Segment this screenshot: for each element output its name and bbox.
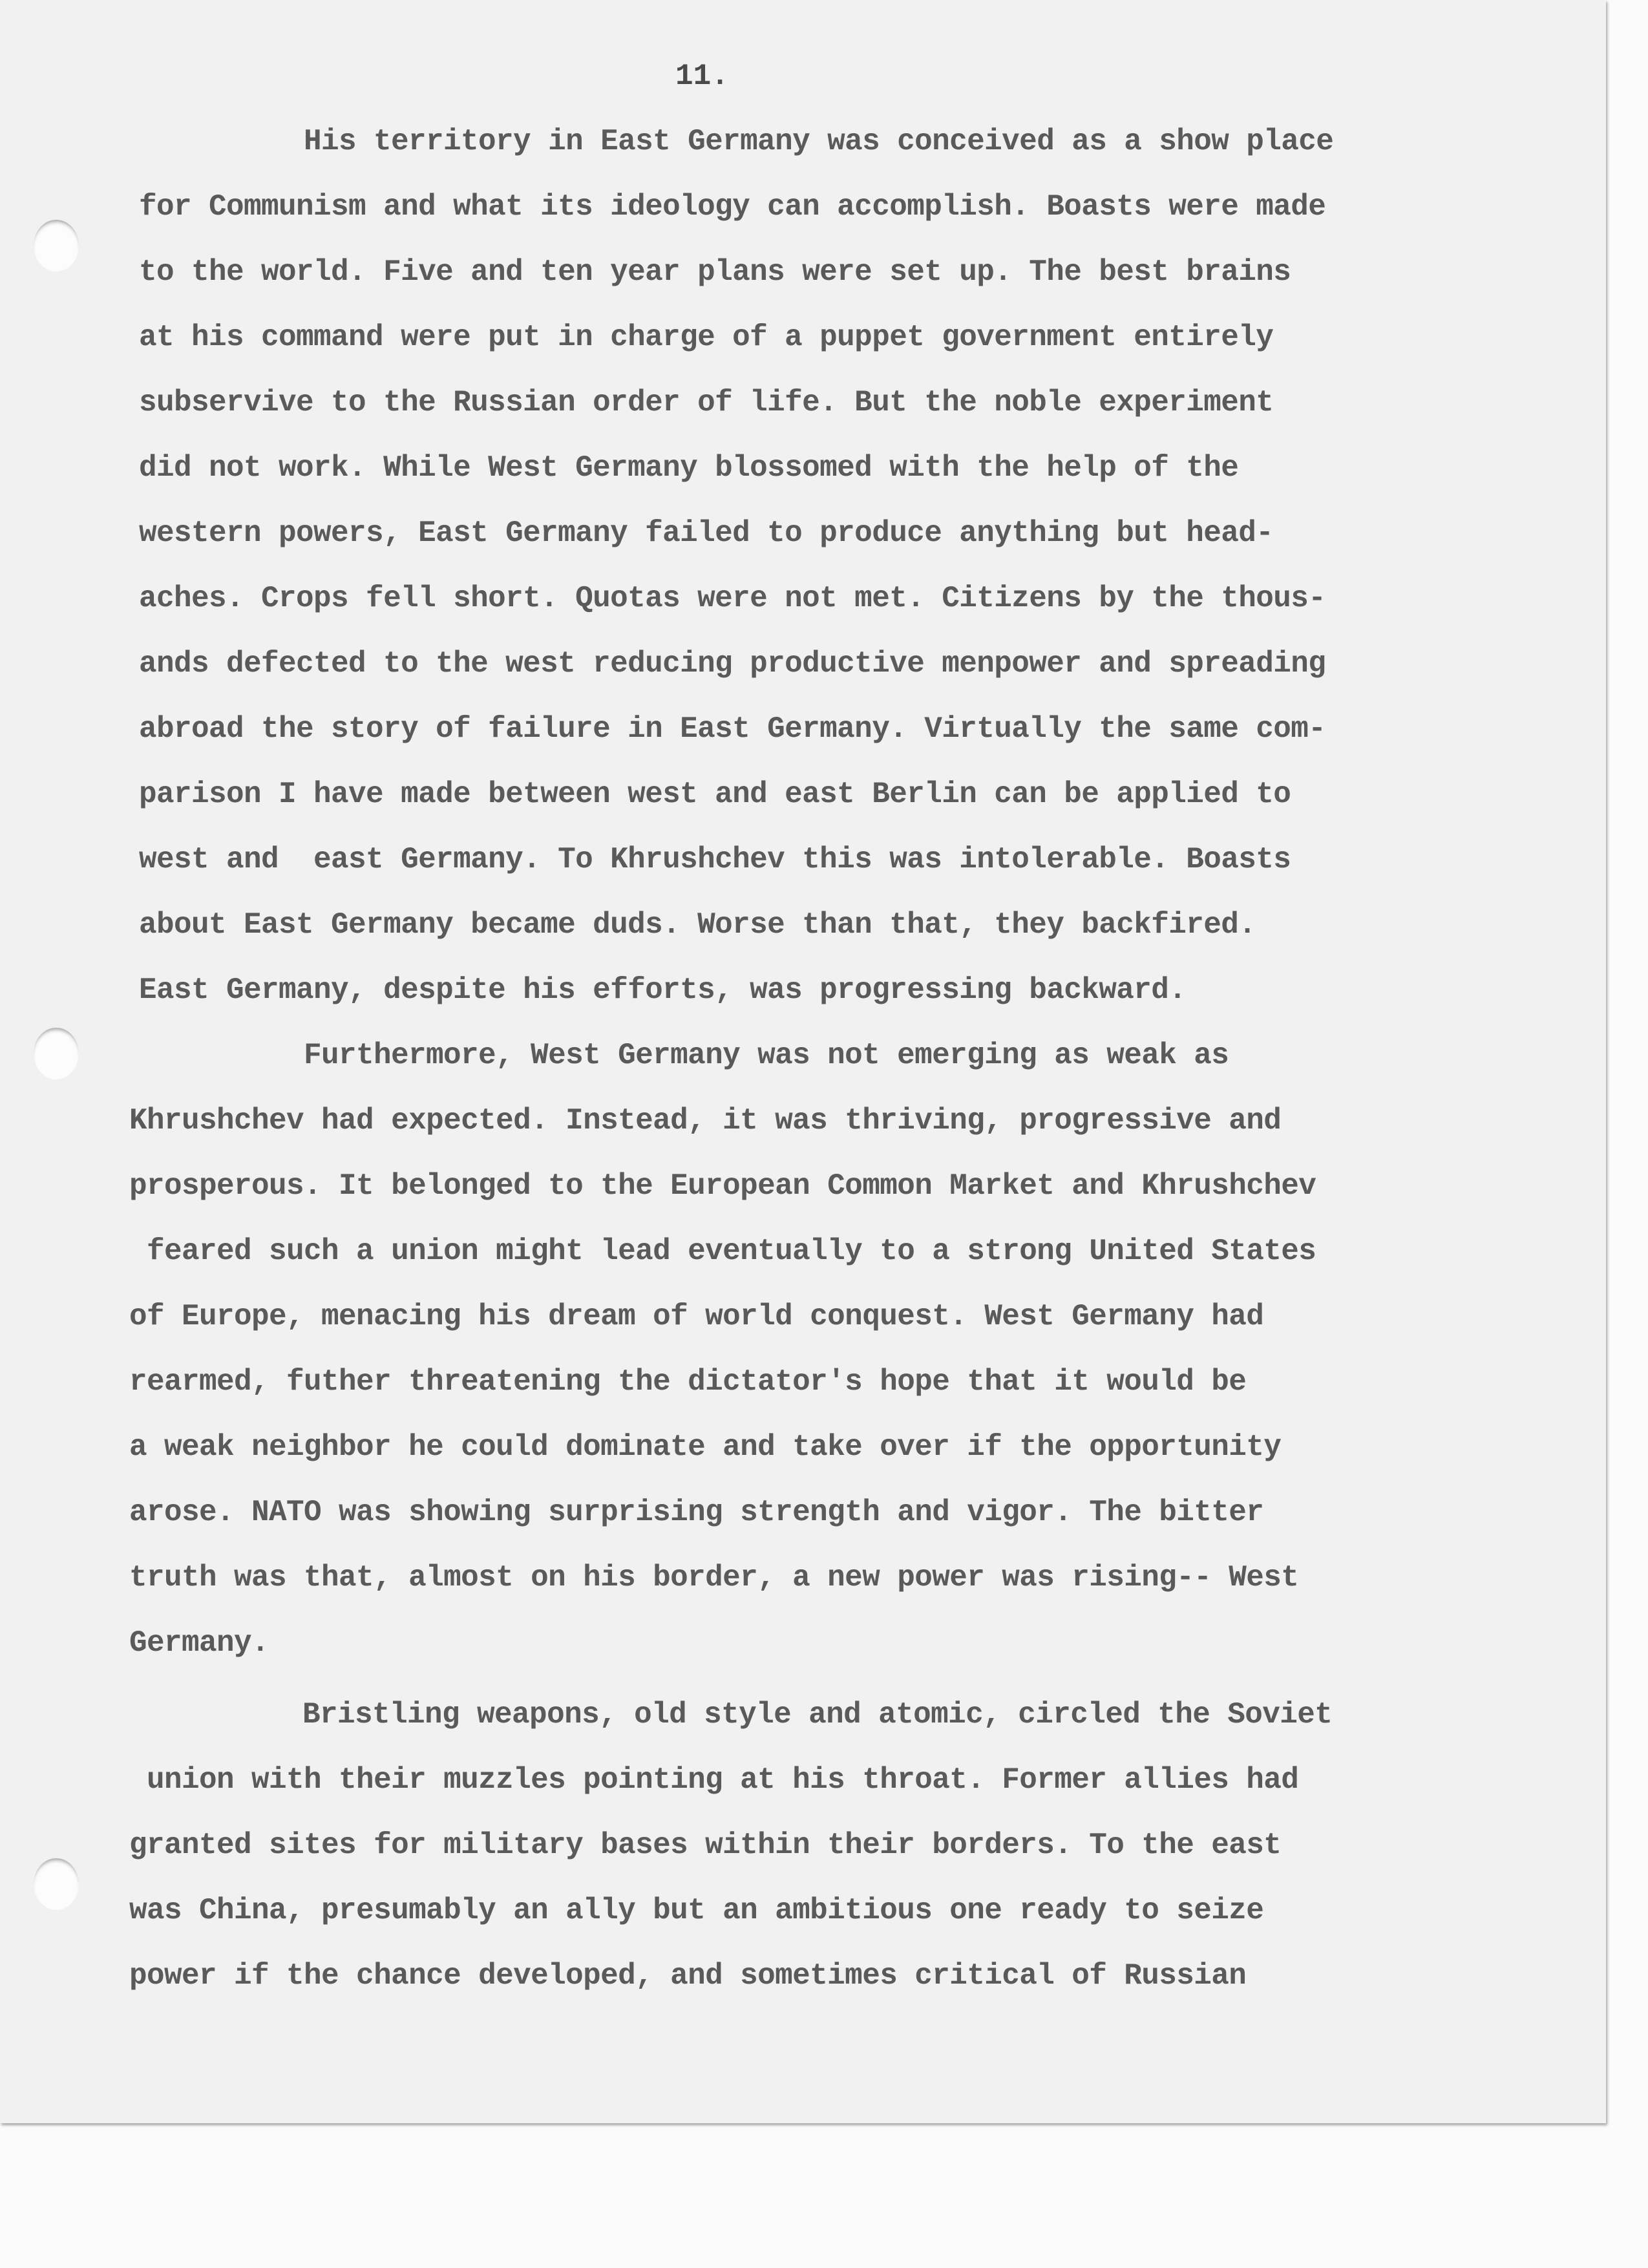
- text-line: rearmed, futher threatening the dictator's hope that it would be: [129, 1365, 1247, 1399]
- text-line: Furthermore, West Germany was not emerging as weak as: [304, 1039, 1229, 1072]
- text-line: East Germany, despite his efforts, was progressing backward.: [139, 973, 1187, 1007]
- text-line: granted sites for military bases within their borders. To the east: [129, 1828, 1282, 1862]
- text-line: abroad the story of failure in East Germany. Virtually the same com-: [139, 712, 1326, 746]
- text-line: about East Germany became duds. Worse than that, they backfired.: [139, 908, 1256, 942]
- text-line: prosperous. It belonged to the European Common Market and Khrushchev: [129, 1169, 1316, 1203]
- text-line: for Communism and what its ideology can accomplish. Boasts were made: [139, 190, 1326, 224]
- text-line: Khrushchev had expected. Instead, it was thriving, progressive and: [129, 1104, 1282, 1138]
- text-line: west and east Germany. To Khrushchev this was intolerable. Boasts: [139, 843, 1291, 876]
- text-line: did not work. While West Germany blossomed with the help of the: [139, 451, 1239, 485]
- text-line: arose. NATO was showing surprising strength and vigor. The bitter: [129, 1496, 1264, 1529]
- text-line: aches. Crops fell short. Quotas were not met. Citizens by the thous-: [139, 582, 1326, 615]
- punch-hole: [34, 1028, 79, 1079]
- page-number: 11.: [675, 59, 729, 93]
- text-line: His territory in East Germany was conceived as a show place: [304, 125, 1334, 158]
- text-line: feared such a union might lead eventually to a strong United States: [129, 1235, 1316, 1268]
- text-line: at his command were put in charge of a puppet government entirely: [139, 321, 1274, 354]
- text-line: truth was that, almost on his border, a new power was rising-- West: [129, 1561, 1299, 1595]
- text-line: a weak neighbor he could dominate and take over if the opportunity: [129, 1430, 1282, 1464]
- text-line: to the world. Five and ten year plans were set up. The best brains: [139, 255, 1291, 289]
- text-line: ands defected to the west reducing productive menpower and spreading: [139, 647, 1326, 681]
- text-line: Germany.: [129, 1626, 269, 1660]
- text-line: western powers, East Germany failed to produce anything but head-: [139, 516, 1274, 550]
- text-line: of Europe, menacing his dream of world conquest. West Germany had: [129, 1300, 1264, 1333]
- punch-hole: [34, 1858, 79, 1910]
- punch-hole: [34, 220, 79, 271]
- text-line: power if the chance developed, and sometimes critical of Russian: [129, 1959, 1247, 1993]
- text-line: parison I have made between west and east Berlin can be applied to: [139, 778, 1291, 811]
- text-line: Bristling weapons, old style and atomic, circled the Soviet: [302, 1698, 1333, 1732]
- text-line: was China, presumably an ally but an ambitious one ready to seize: [129, 1894, 1264, 1927]
- text-line: subservive to the Russian order of life. But the noble experiment: [139, 386, 1274, 419]
- text-line: union with their muzzles pointing at his throat. Former allies had: [129, 1763, 1299, 1797]
